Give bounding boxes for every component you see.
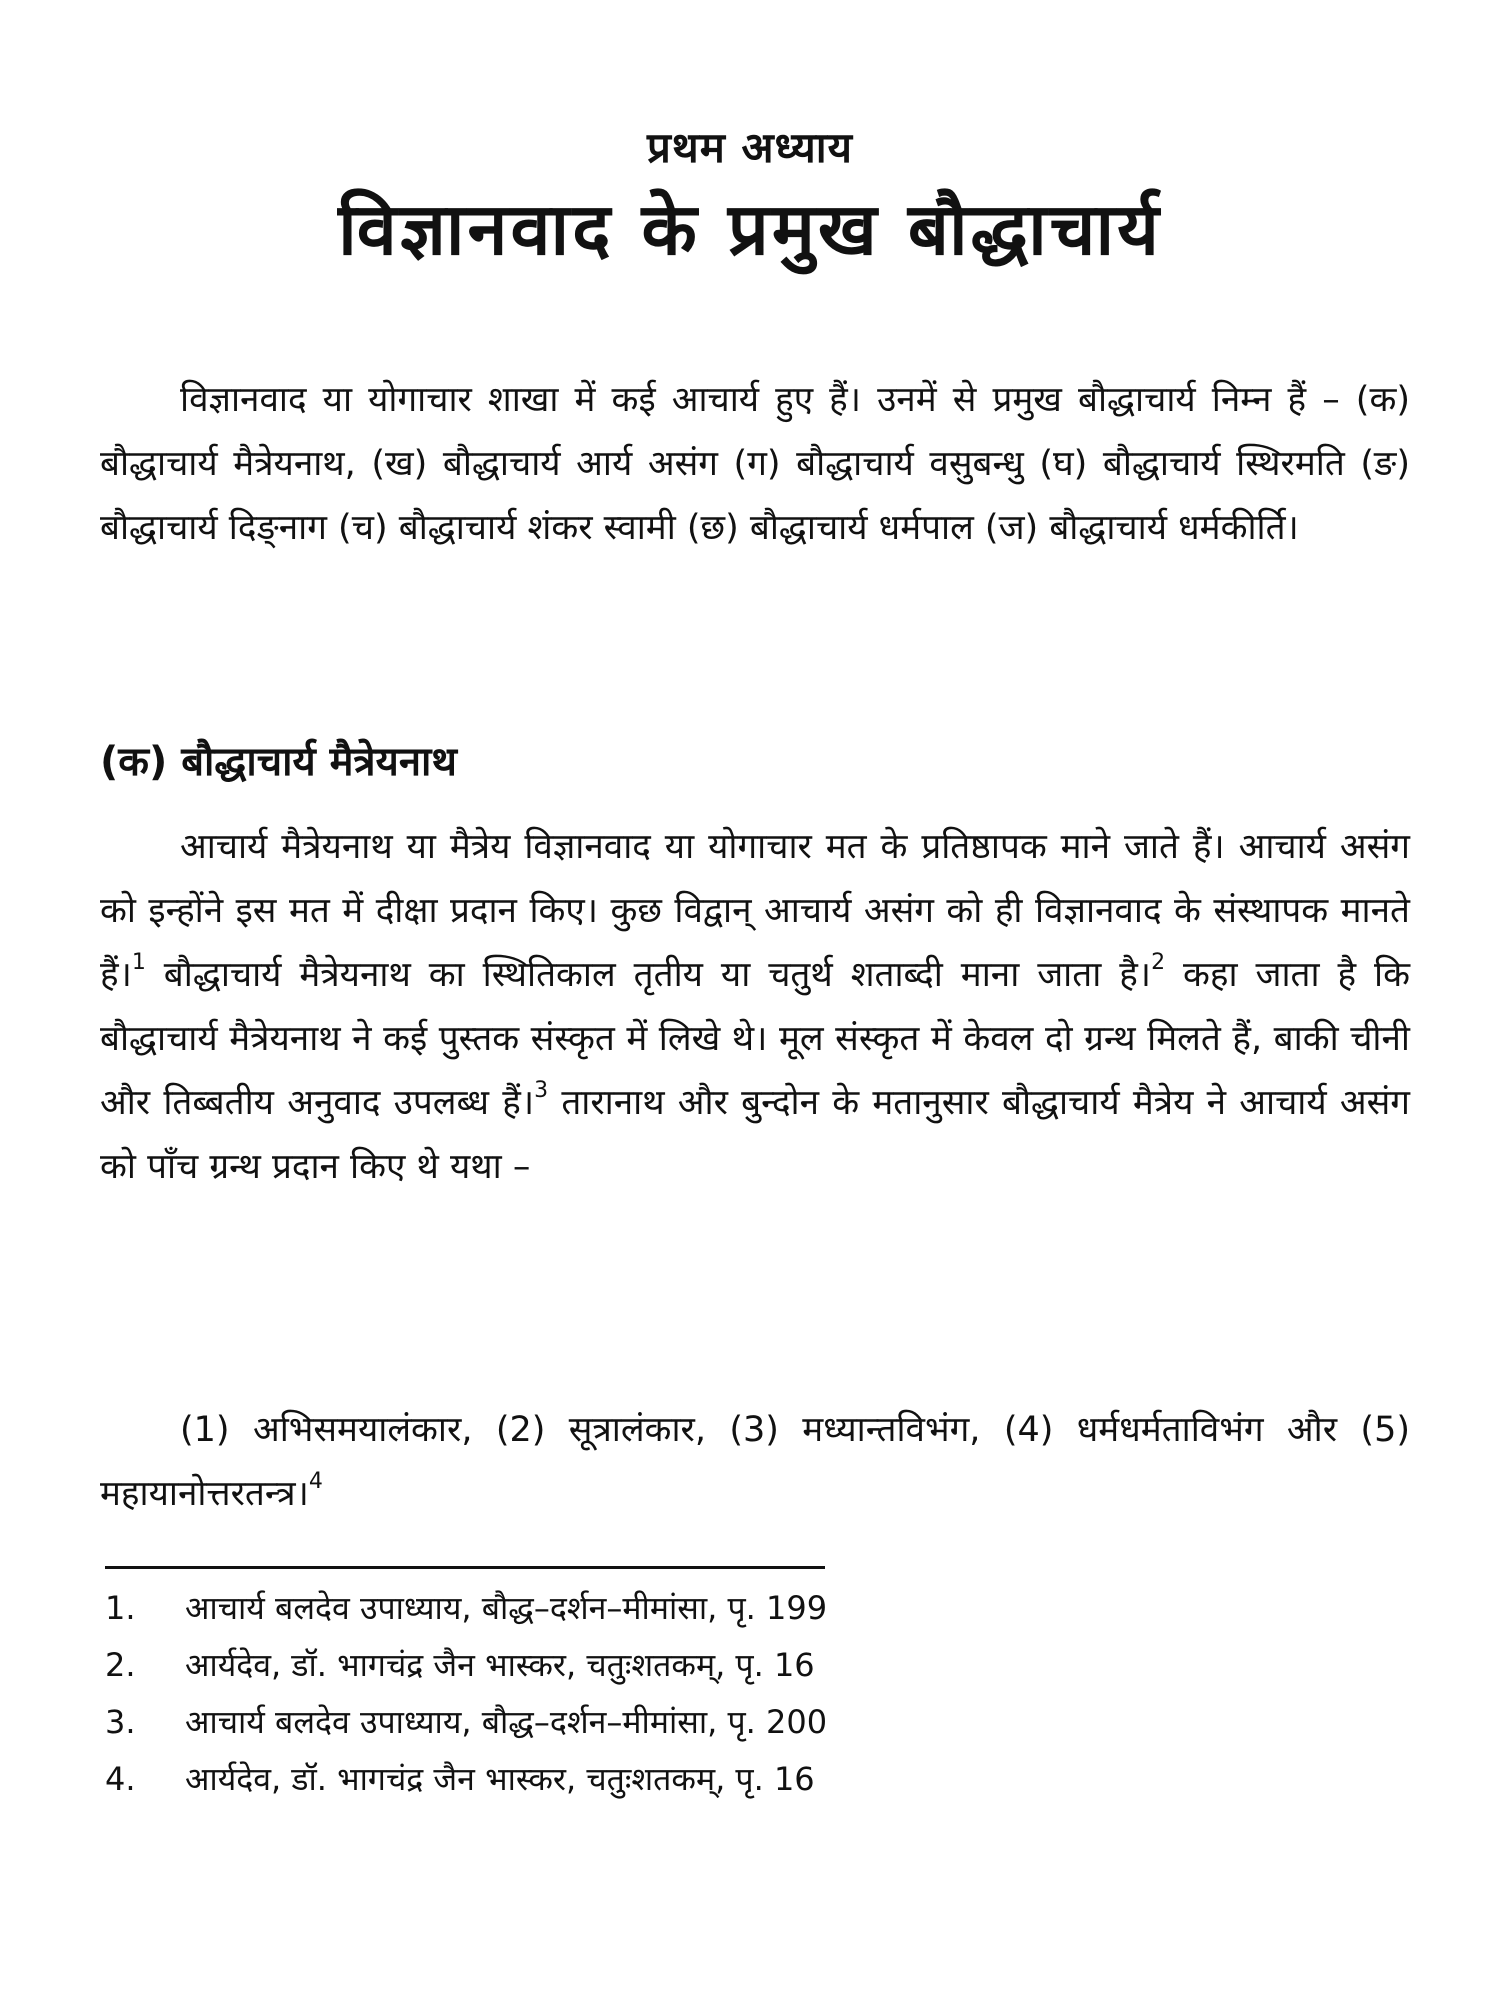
footnote — [105, 1580, 1305, 1637]
paragraph-text: आचार्य मैत्रेयनाथ या मैत्रेय विज्ञानवाद या योगाचार मत के प्रतिष्ठापक माने जाते हैं। आचार्य असंग को इन्होंने इस मत में दीक्षा प्रदान किए। कुछ विद्वान् आचार्य असंग को ही विज्ञानवाद के संस्थापक मानते हैं। — [100, 827, 1410, 995]
works-list-text: (1) अभिसमयालंकार, (2) सूत्रालंकार, (3) मध्यान्तविभंग, (4) धर्मधर्मताविभंग और (5) महायानोत्तरतन्त्र। — [100, 1410, 1410, 1514]
chapter-number: प्रथम अध्याय — [647, 123, 853, 172]
footnote-number: 3. — [105, 1703, 136, 1741]
section-heading: (क) बौद्धाचार्य मैत्रेयनाथ — [100, 739, 457, 785]
paragraph-text: तारानाथ और बुन्दोन के मतानुसार बौद्धाचार्य मैत्रेय ने आचार्य असंग को पाँच ग्रन्थ प्रदान किए थे यथा – — [100, 1083, 1410, 1187]
intro-paragraph: विज्ञानवाद या योगाचार शाखा में कई आचार्य हुए हैं। उनमें से प्रमुख बौद्धाचार्य निम्न हैं – (क) बौद्धाचार्य मैत्रेयनाथ, (ख) बौद्धाचार्य आर्य असंग (ग) बौद्धाचार्य वसुबन्धु (घ) बौद्धाचार्य स्थिरमति (ङ) बौद्धाचार्य दिङ्नाग (च) बौद्धाचार्य शंकर स्वामी (छ) बौद्धाचार्य धर्मपाल (ज) बौद्धाचार्य धर्मकीर्ति। — [100, 380, 1410, 548]
footnote — [105, 1751, 1305, 1808]
footnotes — [105, 1580, 1305, 1808]
footnote-text: आर्यदेव, डॉ. भागचंद्र जैन भास्कर, चतुःशतकम्, पृ. 16 — [185, 1646, 815, 1684]
footnote-ref: 1 — [131, 950, 146, 976]
chapter-title: विज्ञानवाद के प्रमुख बौद्धाचार्य — [338, 187, 1162, 271]
works-list-paragraph — [100, 1398, 1410, 1526]
footnote — [105, 1694, 1305, 1751]
footnote-divider — [105, 1566, 825, 1569]
footnote-text: आचार्य बलदेव उपाध्याय, बौद्ध–दर्शन–मीमांसा, पृ. 199 — [185, 1589, 828, 1627]
section-paragraph — [100, 815, 1410, 1199]
footnote-ref: 2 — [1151, 950, 1166, 976]
footnote-ref: 4 — [308, 1469, 323, 1495]
footnote-number: 2. — [105, 1646, 136, 1684]
footnote-number: 4. — [105, 1760, 136, 1798]
paragraph-text: कहा जाता है कि बौद्धाचार्य मैत्रेयनाथ ने कई पुस्तक संस्कृत में लिखे थे। मूल संस्कृत में केवल दो ग्रन्थ मिलते हैं, बाकी चीनी और तिब्बतीय अनुवाद उपलब्ध हैं। — [100, 955, 1410, 1123]
footnote-text: आचार्य बलदेव उपाध्याय, बौद्ध–दर्शन–मीमांसा, पृ. 200 — [185, 1703, 828, 1741]
paragraph-text: बौद्धाचार्य मैत्रेयनाथ का स्थितिकाल तृतीय या चतुर्थ शताब्दी माना जाता है। — [145, 955, 1152, 995]
footnote-number: 1. — [105, 1589, 136, 1627]
footnote-ref: 3 — [534, 1078, 549, 1104]
footnote-text: आर्यदेव, डॉ. भागचंद्र जैन भास्कर, चतुःशतकम्, पृ. 16 — [185, 1760, 815, 1798]
footnote — [105, 1637, 1305, 1694]
